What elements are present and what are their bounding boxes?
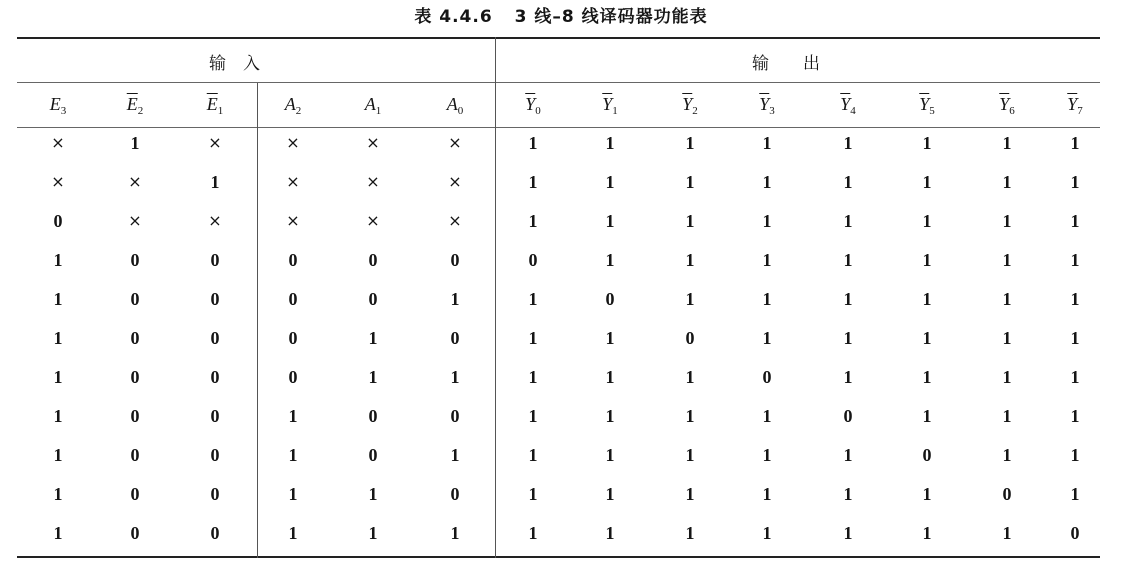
table-cell: 1 <box>1002 445 1012 465</box>
input-output-divider <box>495 37 496 558</box>
table-cell: 1 <box>843 250 853 270</box>
table-cell: 1 <box>528 367 538 387</box>
column-header <box>425 94 485 117</box>
column-header <box>105 94 165 117</box>
table-cell: 1 <box>605 250 615 270</box>
table-number: 表 4.4.6 <box>414 7 493 27</box>
header-subscript: 1 <box>375 105 382 117</box>
table-cell: 1 <box>922 367 932 387</box>
header-subscript: 2 <box>137 105 144 117</box>
table-cell: 0 <box>605 289 615 309</box>
table-cell: 0 <box>210 289 220 309</box>
table-cell: 0 <box>450 250 460 270</box>
table-cell: 1 <box>605 328 615 348</box>
table-cell: × <box>208 133 222 152</box>
table-cell: 1 <box>288 484 298 504</box>
table-cell: 0 <box>368 445 378 465</box>
header-symbol: A <box>364 94 376 114</box>
header-subscript: 0 <box>457 105 464 117</box>
table-cell: 1 <box>685 289 695 309</box>
table-cell: 1 <box>762 445 772 465</box>
header-symbol: $\overline{Y}$ <box>602 94 613 114</box>
table-cell: 0 <box>130 406 140 426</box>
table-cell: 1 <box>605 133 615 153</box>
table-cell: 1 <box>53 367 63 387</box>
table-cell: 1 <box>922 484 932 504</box>
table-cell: 1 <box>528 289 538 309</box>
table-caption <box>0 2 1122 27</box>
column-header <box>660 94 720 117</box>
table-cell: 1 <box>762 211 772 231</box>
table-cell: 0 <box>685 328 695 348</box>
column-header <box>503 94 563 117</box>
table-cell: 1 <box>528 406 538 426</box>
table-cell: 1 <box>1070 328 1080 348</box>
table-cell: 1 <box>1070 172 1080 192</box>
table-cell: 1 <box>528 172 538 192</box>
table-cell: 1 <box>1002 250 1012 270</box>
table-cell: 0 <box>288 367 298 387</box>
column-header <box>343 94 403 117</box>
column-header <box>185 94 245 117</box>
enable-address-divider <box>257 83 258 558</box>
header-symbol: $\overline{Y}$ <box>919 94 930 114</box>
table-cell: × <box>448 133 462 152</box>
table-cell: 1 <box>528 211 538 231</box>
table-cell: 1 <box>368 367 378 387</box>
table-cell: 1 <box>762 523 772 543</box>
table-cell: 0 <box>288 250 298 270</box>
table-cell: 1 <box>1070 445 1080 465</box>
table-cell: 1 <box>1002 172 1012 192</box>
table-cell: 1 <box>53 289 63 309</box>
header-symbol: $\overline{Y}$ <box>1067 94 1078 114</box>
header-subscript: 0 <box>535 105 541 117</box>
column-header <box>737 94 797 117</box>
table-cell: 1 <box>605 211 615 231</box>
table-cell: 1 <box>843 133 853 153</box>
table-cell: 1 <box>762 484 772 504</box>
table-cell: 1 <box>922 211 932 231</box>
table-cell: 1 <box>605 445 615 465</box>
table-cell: 1 <box>1070 250 1080 270</box>
table-cell: 0 <box>210 328 220 348</box>
table-cell: 0 <box>210 484 220 504</box>
table-cell: 1 <box>210 172 220 192</box>
table-cell: 1 <box>450 523 460 543</box>
table-cell: 1 <box>605 484 615 504</box>
table-cell: 1 <box>528 133 538 153</box>
table-cell: 1 <box>843 172 853 192</box>
table-cell: 1 <box>528 328 538 348</box>
table-cell: 1 <box>685 406 695 426</box>
table-cell: 1 <box>1070 367 1080 387</box>
table-cell: 1 <box>843 289 853 309</box>
header-symbol: $\overline{Y}$ <box>525 94 536 114</box>
header-symbol: E <box>49 94 61 114</box>
table-cell: 1 <box>1002 367 1012 387</box>
table-cell: 0 <box>210 367 220 387</box>
table-cell: 1 <box>288 445 298 465</box>
top-rule <box>17 37 1100 39</box>
table-cell: 1 <box>843 484 853 504</box>
table-cell: 1 <box>450 289 460 309</box>
table-cell: 0 <box>210 250 220 270</box>
table-cell: 0 <box>450 328 460 348</box>
table-cell: 1 <box>685 523 695 543</box>
table-cell: 1 <box>53 523 63 543</box>
table-cell: 1 <box>288 523 298 543</box>
table-cell: × <box>208 211 222 230</box>
table-cell: 0 <box>843 406 853 426</box>
table-cell: 1 <box>53 250 63 270</box>
table-cell: 1 <box>843 367 853 387</box>
table-cell: 1 <box>1002 328 1012 348</box>
column-header-rule <box>17 127 1100 128</box>
table-cell: 0 <box>210 445 220 465</box>
header-subscript: 3 <box>769 105 775 117</box>
table-cell: 0 <box>922 445 932 465</box>
header-subscript: 2 <box>692 105 698 117</box>
table-cell: 0 <box>130 484 140 504</box>
table-cell: 1 <box>685 250 695 270</box>
table-cell: 1 <box>1002 523 1012 543</box>
table-cell: 1 <box>762 328 772 348</box>
column-header <box>977 94 1037 117</box>
table-cell: 1 <box>843 445 853 465</box>
table-cell: × <box>286 133 300 152</box>
group-header-rule <box>17 82 1100 83</box>
table-cell: 0 <box>130 445 140 465</box>
table-cell: × <box>51 172 65 191</box>
table-cell: 1 <box>1002 211 1012 231</box>
header-symbol: $\overline{E}$ <box>206 94 218 114</box>
table-cell: 1 <box>762 133 772 153</box>
table-cell: 0 <box>1070 523 1080 543</box>
column-header <box>818 94 878 117</box>
column-header <box>897 94 957 117</box>
header-subscript: 3 <box>60 105 67 117</box>
table-cell: 1 <box>1002 289 1012 309</box>
table-cell: 0 <box>130 523 140 543</box>
table-cell: 0 <box>130 289 140 309</box>
table-cell: 1 <box>450 445 460 465</box>
table-cell: 1 <box>605 367 615 387</box>
table-cell: × <box>448 172 462 191</box>
table-cell: 1 <box>450 367 460 387</box>
header-subscript: 4 <box>850 105 856 117</box>
table-cell: 1 <box>605 172 615 192</box>
table-cell: 1 <box>368 523 378 543</box>
table-cell: × <box>366 133 380 152</box>
table-cell: 1 <box>762 289 772 309</box>
table-cell: × <box>128 172 142 191</box>
table-cell: 1 <box>685 133 695 153</box>
table-cell: 0 <box>210 406 220 426</box>
table-cell: 1 <box>1070 406 1080 426</box>
table-cell: 1 <box>685 484 695 504</box>
header-symbol: $\overline{Y}$ <box>999 94 1010 114</box>
header-symbol: $\overline{Y}$ <box>682 94 693 114</box>
table-title: 3 线–8 线译码器功能表 <box>514 7 708 27</box>
table-cell: 1 <box>605 406 615 426</box>
table-cell: 1 <box>922 328 932 348</box>
table-cell: 0 <box>130 367 140 387</box>
table-cell: 0 <box>210 523 220 543</box>
header-subscript: 2 <box>295 105 302 117</box>
table-cell: × <box>448 211 462 230</box>
header-subscript: 5 <box>929 105 935 117</box>
table-cell: 0 <box>130 328 140 348</box>
table-cell: 1 <box>53 406 63 426</box>
table-cell: 0 <box>450 484 460 504</box>
column-header <box>580 94 640 117</box>
table-cell: 1 <box>288 406 298 426</box>
outputs-group-label: 输 出 <box>752 54 820 74</box>
table-cell: 1 <box>843 211 853 231</box>
table-cell: 1 <box>528 484 538 504</box>
header-subscript: 1 <box>612 105 618 117</box>
table-cell: 1 <box>922 250 932 270</box>
table-cell: 1 <box>368 328 378 348</box>
header-subscript: 7 <box>1077 105 1083 117</box>
table-cell: × <box>286 211 300 230</box>
table-cell: 1 <box>922 289 932 309</box>
header-symbol: $\overline{Y}$ <box>759 94 770 114</box>
table-cell: 1 <box>685 445 695 465</box>
table-cell: × <box>286 172 300 191</box>
table-cell: 0 <box>53 211 63 231</box>
table-cell: 0 <box>368 406 378 426</box>
table-cell: 0 <box>368 250 378 270</box>
column-header <box>28 94 88 117</box>
table-cell: 1 <box>130 133 140 153</box>
table-cell: 0 <box>528 250 538 270</box>
table-cell: 1 <box>53 328 63 348</box>
table-cell: 0 <box>1002 484 1012 504</box>
table-cell: 1 <box>528 523 538 543</box>
table-cell: 1 <box>605 523 615 543</box>
table-cell: 1 <box>685 367 695 387</box>
table-cell: 1 <box>843 523 853 543</box>
table-cell: × <box>366 211 380 230</box>
header-subscript: 1 <box>217 105 224 117</box>
table-cell: 1 <box>1070 133 1080 153</box>
column-header <box>1045 94 1105 117</box>
table-cell: 1 <box>368 484 378 504</box>
table-cell: 1 <box>1070 289 1080 309</box>
inputs-group-label: 输 入 <box>209 54 260 74</box>
bottom-rule <box>17 556 1100 558</box>
header-symbol: $\overline{Y}$ <box>840 94 851 114</box>
table-cell: 0 <box>288 328 298 348</box>
header-symbol: A <box>284 94 296 114</box>
table-cell: 1 <box>922 172 932 192</box>
table-cell: 0 <box>762 367 772 387</box>
table-cell: 1 <box>53 445 63 465</box>
table-cell: 1 <box>685 211 695 231</box>
table-cell: 1 <box>1070 484 1080 504</box>
table-cell: 1 <box>1002 406 1012 426</box>
table-cell: 1 <box>922 133 932 153</box>
table-cell: 1 <box>762 406 772 426</box>
table-cell: 1 <box>762 172 772 192</box>
table-cell: 1 <box>528 445 538 465</box>
table-cell: 1 <box>843 328 853 348</box>
table-cell: 1 <box>922 523 932 543</box>
table-cell: 1 <box>922 406 932 426</box>
table-cell: × <box>51 133 65 152</box>
table-cell: 0 <box>288 289 298 309</box>
table-cell: × <box>128 211 142 230</box>
table-cell: 1 <box>685 172 695 192</box>
table-cell: 0 <box>368 289 378 309</box>
table-cell: 1 <box>1070 211 1080 231</box>
header-subscript: 6 <box>1009 105 1015 117</box>
table-cell: 1 <box>762 250 772 270</box>
column-header <box>263 94 323 117</box>
table-cell: 1 <box>1002 133 1012 153</box>
table-cell: 0 <box>450 406 460 426</box>
table-cell: 1 <box>53 484 63 504</box>
header-symbol: A <box>446 94 458 114</box>
header-symbol: $\overline{E}$ <box>126 94 138 114</box>
table-cell: × <box>366 172 380 191</box>
table-cell: 0 <box>130 250 140 270</box>
